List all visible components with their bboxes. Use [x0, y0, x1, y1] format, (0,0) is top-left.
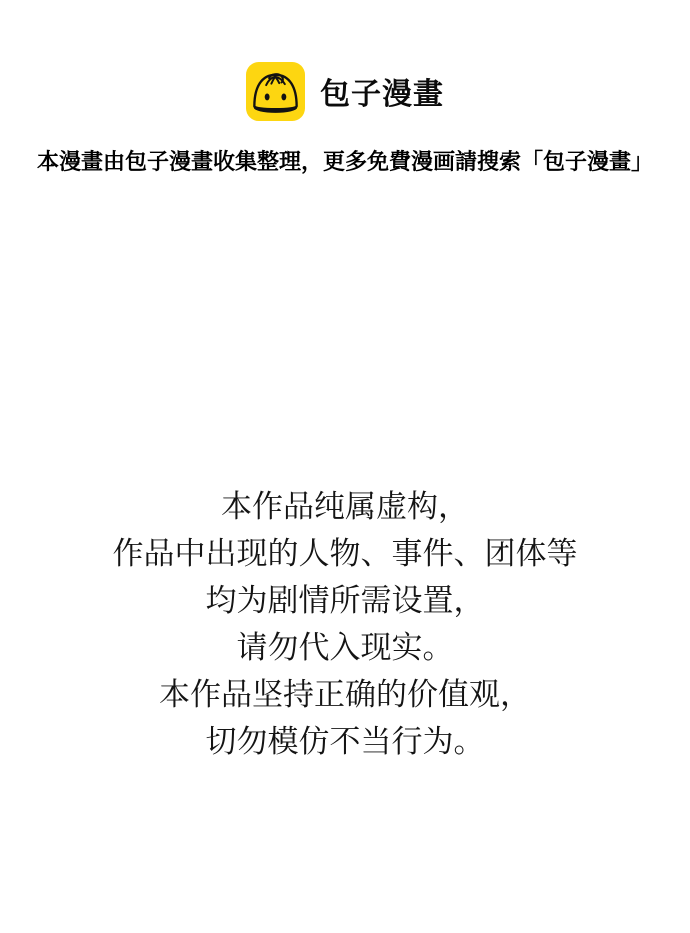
brand-header	[0, 61, 690, 121]
collection-notice: 本漫畫由包子漫畫收集整理，更多免費漫画請搜索「包子漫畫」	[36, 149, 653, 174]
disclaimer-line-3: 均为剧情所需设置，	[205, 583, 485, 618]
disclaimer-line-4: 请勿代入现实。	[236, 630, 454, 665]
disclaimer-line-1: 本作品纯属虚构，	[221, 489, 469, 524]
disclaimer-line-6: 切勿模仿不当行为。	[205, 724, 485, 759]
baozi-mascot-icon	[246, 62, 305, 121]
brand-name: 包子漫畫	[320, 78, 444, 111]
disclaimer-block	[0, 483, 690, 765]
disclaimer-line-5: 本作品坚持正确的价值观，	[159, 677, 531, 712]
disclaimer-line-2: 作品中出现的人物、事件、团体等	[112, 536, 578, 571]
